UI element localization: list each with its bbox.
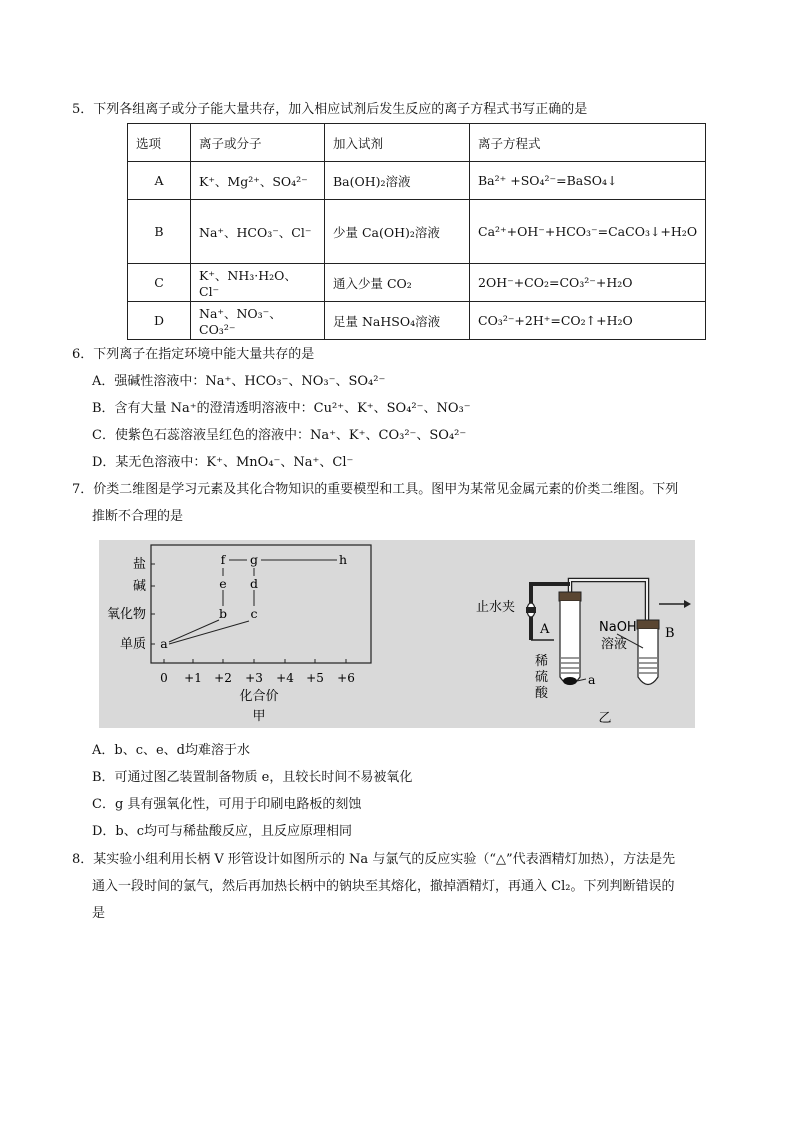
table-row [128, 302, 706, 340]
row-equation: Ca²⁺+OH⁻+HCO₃⁻=CaCO₃↓+H₂O [470, 200, 706, 264]
q7-option-c: C．g 具有强氧化性，可用于印刷电路板的刻蚀 [92, 797, 362, 812]
stopper-b [637, 620, 659, 629]
acid-label-1: 稀 [535, 654, 549, 669]
row-reagent: 少量 Ca(OH)₂溶液 [325, 200, 470, 264]
row-equation: CO₃²⁻+2H⁺=CO₂↑+H₂O [470, 302, 706, 340]
q7-option-a: A．b、c、e、d均难溶于水 [92, 743, 251, 758]
test-tube-b [638, 629, 658, 685]
q8-line3: 是 [92, 906, 106, 921]
x-tick: +6 [337, 671, 355, 685]
x-tick: +1 [184, 671, 202, 685]
tube-b-label: B [665, 626, 675, 641]
x-tick: +3 [245, 671, 263, 685]
test-tube-a [560, 601, 580, 685]
point-c: c [250, 606, 258, 621]
q7-option-b: B．可通过图乙装置制备物质 e，且较长时间不易被氧化 [92, 770, 413, 785]
q8-line2: 通入一段时间的氯气，然后再加热长柄中的钠块至其熔化，撤掉酒精灯，再通入 Cl₂。下列判断错误的 [92, 879, 675, 894]
figure-caption-yi: 乙 [598, 711, 612, 726]
stopper-a [559, 592, 581, 601]
point-a: a [160, 636, 168, 651]
header-option: 选项 [128, 124, 191, 162]
row-reagent: 足量 NaHSO₄溶液 [325, 302, 470, 340]
table-row [128, 200, 706, 264]
row-option: C [128, 264, 191, 302]
point-f: f [220, 552, 226, 567]
line-a-b [169, 620, 219, 642]
metal-a [563, 677, 577, 685]
q7-option-d: D．b、c均可与稀盐酸反应，且反应原理相同 [92, 824, 353, 839]
point-b: b [218, 606, 228, 621]
q7-figure [99, 540, 695, 728]
table-header-row [128, 124, 706, 162]
naoh-label-2: 溶液 [601, 637, 628, 652]
acid-label-3: 酸 [535, 686, 549, 701]
clamp-body [526, 607, 536, 613]
x-tick: +2 [214, 671, 232, 685]
clamp-label: 止水夹 [476, 600, 516, 615]
header-ions: 离子或分子 [191, 124, 325, 162]
x-tick: +4 [276, 671, 294, 685]
row-ions: Na⁺、HCO₃⁻、Cl⁻ [191, 200, 325, 264]
header-reagent: 加入试剂 [325, 124, 470, 162]
q7-figure-svg [99, 540, 695, 728]
outlet-arrow-icon [684, 600, 691, 608]
point-g: g [249, 552, 259, 567]
x-axis-label: 化合价 [239, 689, 279, 704]
q6-option-a: A．强碱性溶液中：Na⁺、HCO₃⁻、NO₃⁻、SO₄²⁻ [92, 374, 386, 389]
row-reagent: 通入少量 CO₂ [325, 264, 470, 302]
q8-line1: 8．某实验小组利用长柄 V 形管设计如图所示的 Na 与氯气的反应实验（“△”代表酒精灯加热），方法是先 [72, 852, 676, 867]
row-equation: 2OH⁻+CO₂=CO₃²⁻+H₂O [470, 264, 706, 302]
q6-option-d: D．某无色溶液中：K⁺、MnO₄⁻、Na⁺、Cl⁻ [92, 455, 354, 470]
metal-label: a [588, 672, 596, 687]
y-label-salt: 盐 [132, 557, 146, 572]
row-ions: K⁺、NH₃·H₂O、Cl⁻ [191, 264, 325, 302]
y-label-base: 碱 [132, 579, 146, 594]
table-row [128, 264, 706, 302]
row-reagent: Ba(OH)₂溶液 [325, 162, 470, 200]
row-ions: K⁺、Mg²⁺、SO₄²⁻ [191, 162, 325, 200]
tube-a-label: A [540, 622, 550, 637]
point-e: e [219, 576, 227, 591]
x-tick: +5 [306, 671, 324, 685]
x-tick: 0 [160, 671, 168, 685]
row-option: D [128, 302, 191, 340]
y-label-oxide: 氧化物 [106, 607, 146, 622]
acid-label-2: 硫 [535, 670, 549, 685]
q6-option-b: B．含有大量 Na⁺的澄清透明溶液中：Cu²⁺、K⁺、SO₄²⁻、NO₃⁻ [92, 401, 471, 416]
row-option: B [128, 200, 191, 264]
table-row [128, 162, 706, 200]
figure-caption-jia: 甲 [252, 709, 266, 724]
naoh-label-1: NaOH [599, 620, 637, 635]
row-equation: Ba²⁺ +SO₄²⁻=BaSO₄↓ [470, 162, 706, 200]
q5-stem: 5．下列各组离子或分子能大量共存，加入相应试剂后发生反应的离子方程式书写正确的是 [72, 102, 588, 117]
q6-option-c: C．使紫色石蕊溶液呈红色的溶液中：Na⁺、K⁺、CO₃²⁻、SO₄²⁻ [92, 428, 467, 443]
point-d: d [249, 576, 259, 591]
header-equation: 离子方程式 [470, 124, 706, 162]
row-ions: Na⁺、NO₃⁻、CO₃²⁻ [191, 302, 325, 340]
q7-stem-line1: 7．价类二维图是学习元素及其化合物知识的重要模型和工具。图甲为某常见金属元素的价类二维图。下列 [72, 482, 679, 497]
q7-stem-line2: 推断不合理的是 [92, 509, 184, 524]
row-option: A [128, 162, 191, 200]
q5-table [127, 123, 706, 340]
point-h: h [338, 552, 348, 567]
y-label-element: 单质 [119, 637, 146, 652]
q6-stem: 6．下列离子在指定环境中能大量共存的是 [72, 347, 315, 362]
